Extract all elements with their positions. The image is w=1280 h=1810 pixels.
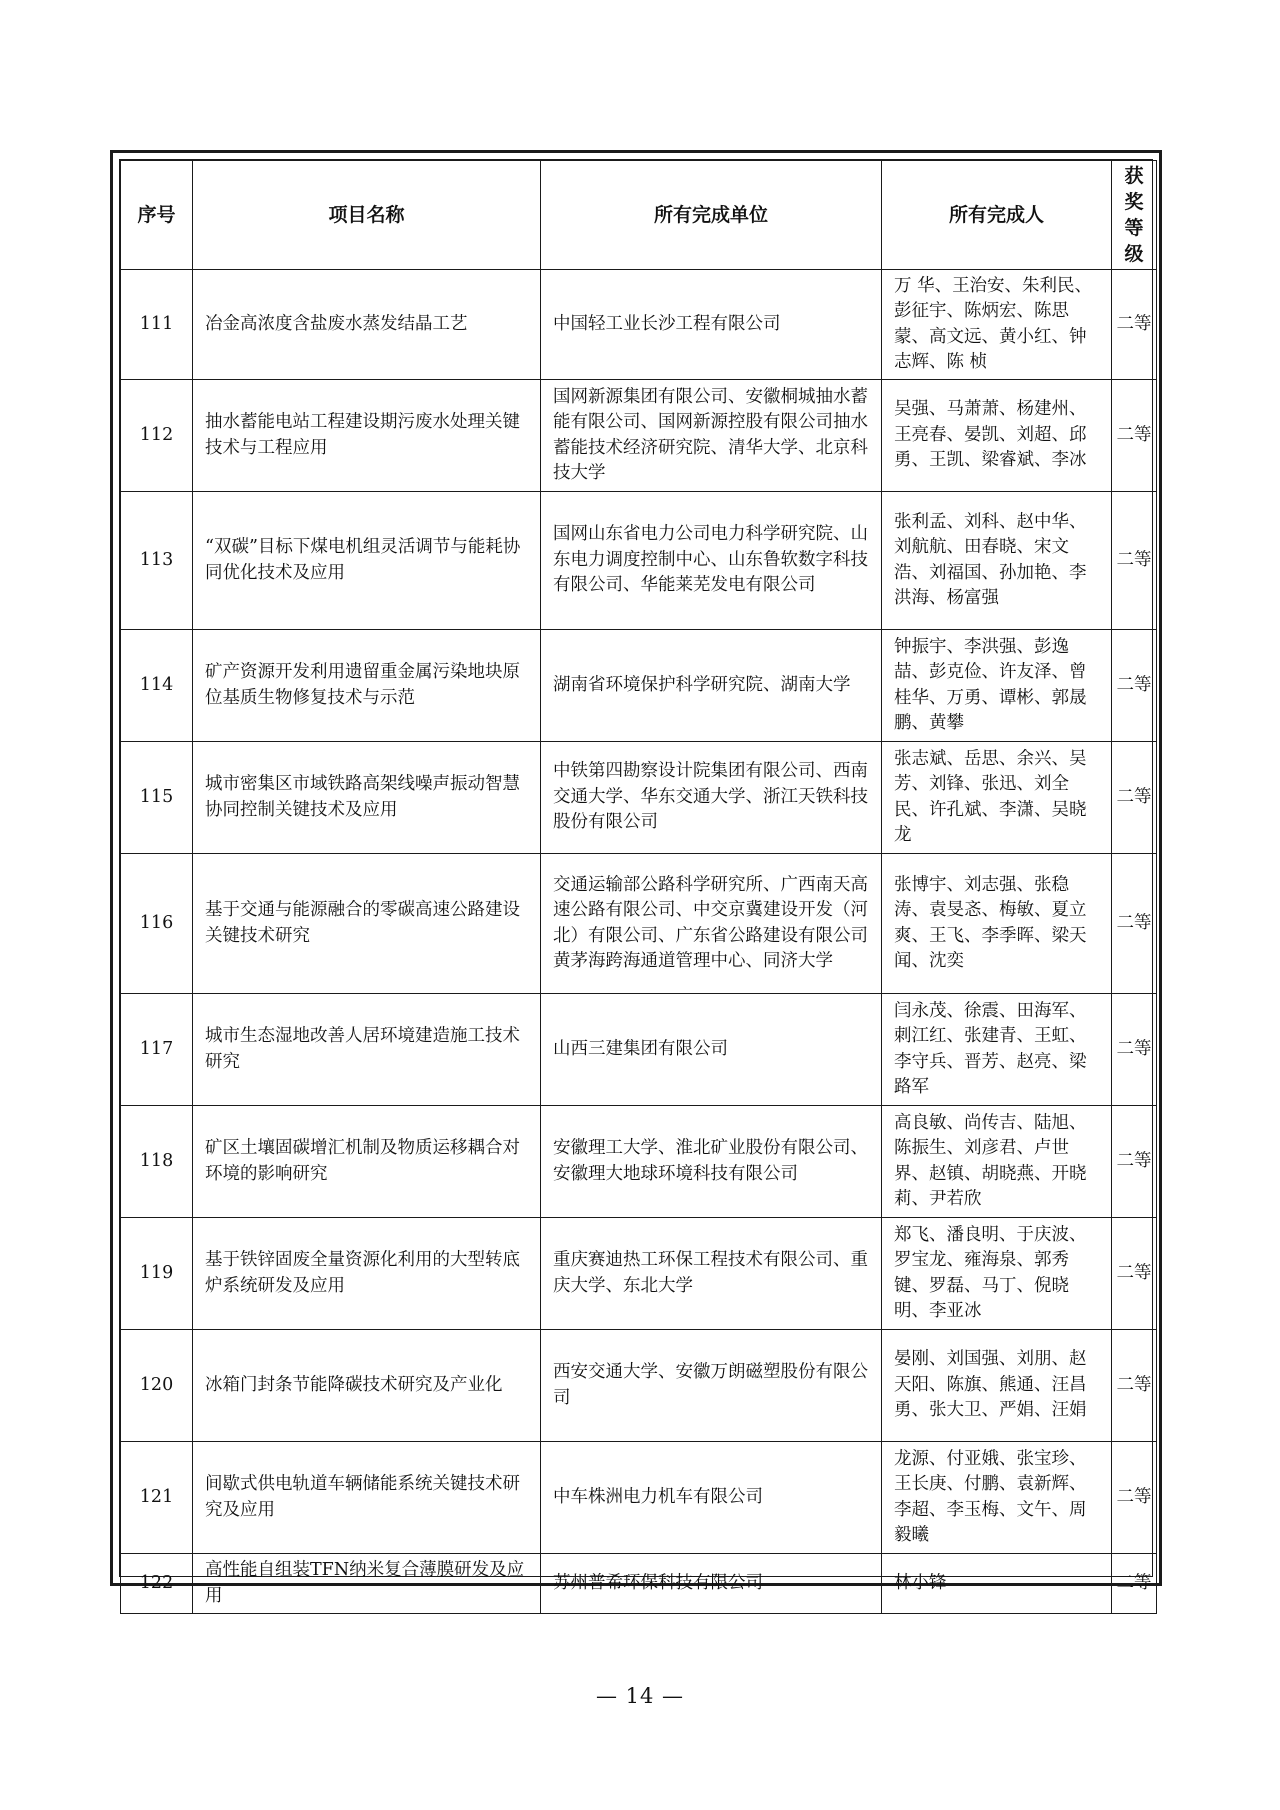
cell-people: 钟振宇、李洪强、彭逸喆、彭克俭、许友泽、曾桂华、万勇、谭彬、郭晟鹏、黄攀 bbox=[882, 630, 1112, 742]
cell-people: 晏刚、刘国强、刘朋、赵天阳、陈旗、熊通、汪昌勇、张大卫、严娟、汪娟 bbox=[882, 1330, 1112, 1442]
cell-people: 龙源、付亚娥、张宝珍、王长庚、付鹏、袁新辉、李超、李玉梅、文午、周毅曦 bbox=[882, 1442, 1112, 1554]
cell-seq: 112 bbox=[121, 380, 193, 492]
cell-grade: 二等 bbox=[1112, 994, 1157, 1106]
cell-units: 西安交通大学、安徽万朗磁塑股份有限公司 bbox=[541, 1330, 882, 1442]
header-units: 所有完成单位 bbox=[541, 161, 882, 270]
cell-project-name: 矿区土壤固碳增汇机制及物质运移耦合对环境的影响研究 bbox=[193, 1106, 541, 1218]
cell-seq: 120 bbox=[121, 1330, 193, 1442]
header-seq: 序号 bbox=[121, 161, 193, 270]
cell-units: 山西三建集团有限公司 bbox=[541, 994, 882, 1106]
cell-units: 国网山东省电力公司电力科学研究院、山东电力调度控制中心、山东鲁软数字科技有限公司、华能莱芜发电有限公司 bbox=[541, 492, 882, 630]
cell-units: 中国轻工业长沙工程有限公司 bbox=[541, 270, 882, 380]
cell-people: 张志斌、岳思、余兴、吴芳、刘锋、张迅、刘全民、许孔斌、李潇、吴晓龙 bbox=[882, 742, 1112, 854]
cell-seq: 117 bbox=[121, 994, 193, 1106]
cell-units: 苏州普希环保科技有限公司 bbox=[541, 1554, 882, 1614]
cell-grade: 二等 bbox=[1112, 492, 1157, 630]
cell-people: 高良敏、尚传吉、陆旭、陈振生、刘彦君、卢世界、赵镇、胡晓燕、开晓莉、尹若欣 bbox=[882, 1106, 1112, 1218]
cell-people: 张利孟、刘科、赵中华、刘航航、田春晓、宋文浩、刘福国、孙加艳、李洪海、杨富强 bbox=[882, 492, 1112, 630]
cell-seq: 113 bbox=[121, 492, 193, 630]
cell-project-name: 基于交通与能源融合的零碳高速公路建设关键技术研究 bbox=[193, 854, 541, 994]
cell-people: 张博宇、刘志强、张稳涛、袁旻忞、梅敏、夏立爽、王飞、李季晖、梁天闻、沈奕 bbox=[882, 854, 1112, 994]
table-header-row bbox=[121, 161, 1157, 270]
table-row bbox=[121, 380, 1157, 492]
cell-units: 中铁第四勘察设计院集团有限公司、西南交通大学、华东交通大学、浙江天铁科技股份有限公司 bbox=[541, 742, 882, 854]
cell-project-name: 抽水蓄能电站工程建设期污废水处理关键技术与工程应用 bbox=[193, 380, 541, 492]
table-row bbox=[121, 1554, 1157, 1614]
cell-grade: 二等 bbox=[1112, 1330, 1157, 1442]
cell-people: 林小锋 bbox=[882, 1554, 1112, 1614]
cell-project-name: 基于铁锌固废全量资源化利用的大型转底炉系统研发及应用 bbox=[193, 1218, 541, 1330]
cell-grade: 二等 bbox=[1112, 1554, 1157, 1614]
cell-seq: 114 bbox=[121, 630, 193, 742]
cell-grade: 二等 bbox=[1112, 854, 1157, 994]
page-number: — 14 — bbox=[595, 1684, 685, 1708]
cell-grade: 二等 bbox=[1112, 630, 1157, 742]
table-row bbox=[121, 1442, 1157, 1554]
header-project-name: 项目名称 bbox=[193, 161, 541, 270]
cell-units: 国网新源集团有限公司、安徽桐城抽水蓄能有限公司、国网新源控股有限公司抽水蓄能技术经济研究院、清华大学、北京科技大学 bbox=[541, 380, 882, 492]
table-row bbox=[121, 994, 1157, 1106]
cell-seq: 122 bbox=[121, 1554, 193, 1614]
table-row bbox=[121, 630, 1157, 742]
cell-grade: 二等 bbox=[1112, 1218, 1157, 1330]
cell-people: 吴强、马萧萧、杨建州、王亮春、晏凯、刘超、邱勇、王凯、梁睿斌、李冰 bbox=[882, 380, 1112, 492]
table-frame bbox=[110, 150, 1162, 1606]
table-frame-inner bbox=[119, 159, 1153, 1606]
cell-units: 安徽理工大学、淮北矿业股份有限公司、安徽理大地球环境科技有限公司 bbox=[541, 1106, 882, 1218]
header-grade: 获奖等级 bbox=[1112, 161, 1157, 270]
cell-seq: 119 bbox=[121, 1218, 193, 1330]
table-row bbox=[121, 854, 1157, 994]
cell-project-name: 冰箱门封条节能降碳技术研究及产业化 bbox=[193, 1330, 541, 1442]
cell-seq: 121 bbox=[121, 1442, 193, 1554]
cell-project-name: 间歇式供电轨道车辆储能系统关键技术研究及应用 bbox=[193, 1442, 541, 1554]
cell-people: 郑飞、潘良明、于庆波、罗宝龙、雍海泉、郭秀键、罗磊、马丁、倪晓明、李亚冰 bbox=[882, 1218, 1112, 1330]
table-row bbox=[121, 742, 1157, 854]
cell-project-name: 城市生态湿地改善人居环境建造施工技术研究 bbox=[193, 994, 541, 1106]
cell-units: 湖南省环境保护科学研究院、湖南大学 bbox=[541, 630, 882, 742]
cell-grade: 二等 bbox=[1112, 1106, 1157, 1218]
cell-project-name: 高性能自组装TFN纳米复合薄膜研发及应用 bbox=[193, 1554, 541, 1614]
cell-people: 万 华、王治安、朱利民、彭征宇、陈炳宏、陈思蒙、高文远、黄小红、钟志辉、陈 桢 bbox=[882, 270, 1112, 380]
cell-project-name: 矿产资源开发利用遗留重金属污染地块原位基质生物修复技术与示范 bbox=[193, 630, 541, 742]
cell-units: 重庆赛迪热工环保工程技术有限公司、重庆大学、东北大学 bbox=[541, 1218, 882, 1330]
header-people: 所有完成人 bbox=[882, 161, 1112, 270]
cell-people: 闫永茂、徐震、田海军、刺江红、张建青、王虹、李守兵、晋芳、赵亮、梁路军 bbox=[882, 994, 1112, 1106]
cell-seq: 111 bbox=[121, 270, 193, 380]
table-row bbox=[121, 492, 1157, 630]
table-row bbox=[121, 1330, 1157, 1442]
cell-grade: 二等 bbox=[1112, 742, 1157, 854]
table-row bbox=[121, 1106, 1157, 1218]
cell-seq: 118 bbox=[121, 1106, 193, 1218]
cell-units: 交通运输部公路科学研究所、广西南天高速公路有限公司、中交京冀建设开发（河北）有限公司、广东省公路建设有限公司黄茅海跨海通道管理中心、同济大学 bbox=[541, 854, 882, 994]
cell-grade: 二等 bbox=[1112, 270, 1157, 380]
cell-project-name: 冶金高浓度含盐废水蒸发结晶工艺 bbox=[193, 270, 541, 380]
cell-seq: 115 bbox=[121, 742, 193, 854]
table-row bbox=[121, 1218, 1157, 1330]
cell-grade: 二等 bbox=[1112, 1442, 1157, 1554]
cell-units: 中车株洲电力机车有限公司 bbox=[541, 1442, 882, 1554]
award-table bbox=[120, 160, 1157, 1614]
cell-project-name: “双碳”目标下煤电机组灵活调节与能耗协同优化技术及应用 bbox=[193, 492, 541, 630]
cell-grade: 二等 bbox=[1112, 380, 1157, 492]
cell-seq: 116 bbox=[121, 854, 193, 994]
table-row bbox=[121, 270, 1157, 380]
cell-project-name: 城市密集区市域铁路高架线噪声振动智慧协同控制关键技术及应用 bbox=[193, 742, 541, 854]
